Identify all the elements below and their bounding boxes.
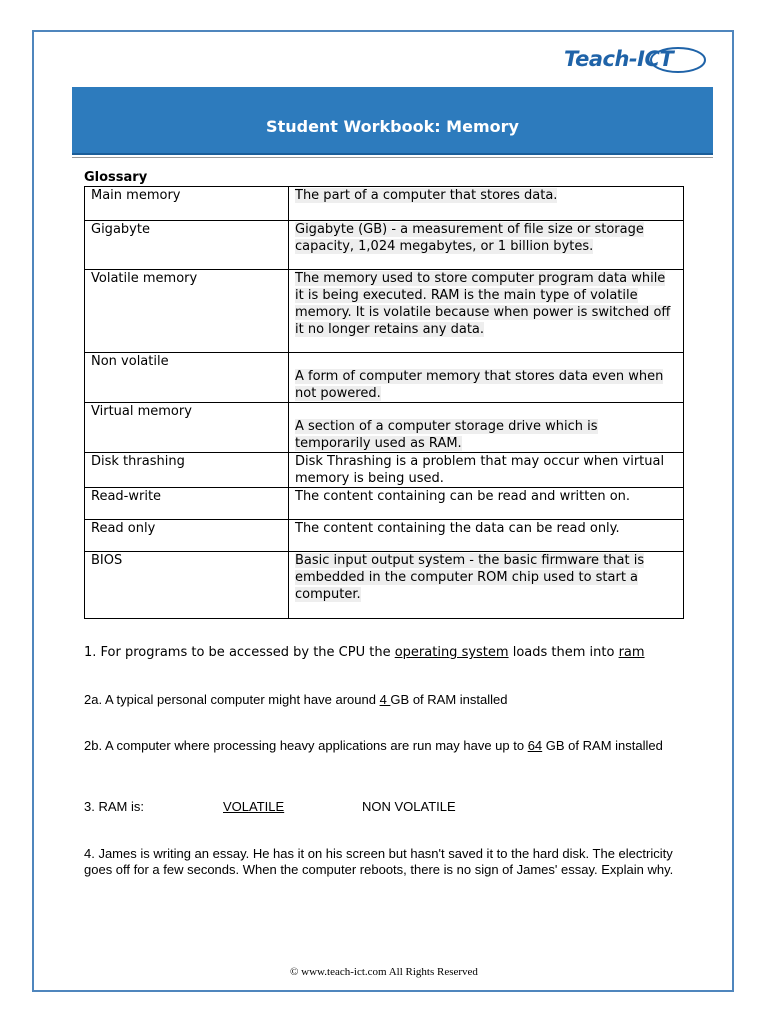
glossary-term: Non volatile [85,353,289,403]
q3-option-volatile: VOLATILE [223,799,285,814]
definition-text: The memory used to store computer program data while it is being executed. RAM is the main type of volatile memory. It is volatile because when power is switched off it no longer retains any data. [295,271,671,337]
q2b-answer: 64 [527,738,543,753]
glossary-definition [289,270,684,353]
glossary-table [84,186,684,619]
glossary-term: Volatile memory [85,270,289,353]
definition-text: A section of a computer storage drive which is temporarily used as RAM. [295,419,598,451]
glossary-term: Main memory [85,187,289,221]
q3-label: 3. RAM is: [84,799,144,814]
q1-text-middle: loads them into [508,645,619,660]
table-row [85,552,684,619]
question-3 [84,799,684,815]
glossary-term: Disk thrashing [85,453,289,488]
glossary-definition: Disk Thrashing is a problem that may occur when virtual memory is being used. [289,453,684,488]
q1-answer-operating-system: operating system [394,645,509,660]
table-row [85,187,684,221]
q2b-text: 2b. A computer where processing heavy applications are run may have up to [84,738,528,753]
question-2b [84,738,684,754]
q2b-text-after: GB of RAM installed [542,738,663,753]
question-1 [84,645,684,661]
q2a-text-after: GB of RAM installed [390,692,508,707]
table-row [85,221,684,270]
question-2a [84,692,684,708]
definition-text: The part of a computer that stores data. [295,188,558,203]
footer-copyright: © www.teach-ict.com All Rights Reserved [290,966,478,978]
header-banner [72,87,713,155]
question-4: 4. James is writing an essay. He has it on his screen but hasn't saved it to the hard disk. The electricity goes off for a few seconds. When the computer reboots, there is no sign of James' essay. Explain why. [84,846,674,877]
glossary-term: Virtual memory [85,403,289,453]
q1-answer-ram: ram [618,645,645,660]
glossary-definition [289,221,684,270]
header-divider [72,157,713,158]
logo-text: Teach-ICT [564,47,674,71]
glossary-definition: The content containing can be read and written on. [289,488,684,520]
glossary-term: Read-write [85,488,289,520]
definition-text: Basic input output system - the basic firmware that is embedded in the computer ROM chip used to start a computer. [295,553,645,602]
table-row [85,353,684,403]
glossary-definition [289,552,684,619]
q2a-answer: 4 [379,692,391,707]
glossary-heading: Glossary [84,170,148,185]
teach-ict-logo [560,44,710,78]
glossary-definition [289,403,684,453]
table-row [85,403,684,453]
glossary-definition [289,187,684,221]
table-row [85,520,684,552]
definition-text: Gigabyte (GB) - a measurement of file size or storage capacity, 1,024 megabytes, or 1 billion bytes. [295,222,644,254]
page-title: Student Workbook: Memory [266,117,519,136]
q1-text: 1. For programs to be accessed by the CPU the [84,645,395,660]
glossary-definition [289,353,684,403]
table-row [85,453,684,488]
q2a-text: 2a. A typical personal computer might have around [84,692,380,707]
glossary-definition: The content containing the data can be read only. [289,520,684,552]
glossary-term: BIOS [85,552,289,619]
definition-text: A form of computer memory that stores data even when not powered. [295,369,664,401]
glossary-term: Read only [85,520,289,552]
q3-option-non-volatile: NON VOLATILE [362,799,456,814]
table-row [85,270,684,353]
glossary-term: Gigabyte [85,221,289,270]
table-row [85,488,684,520]
